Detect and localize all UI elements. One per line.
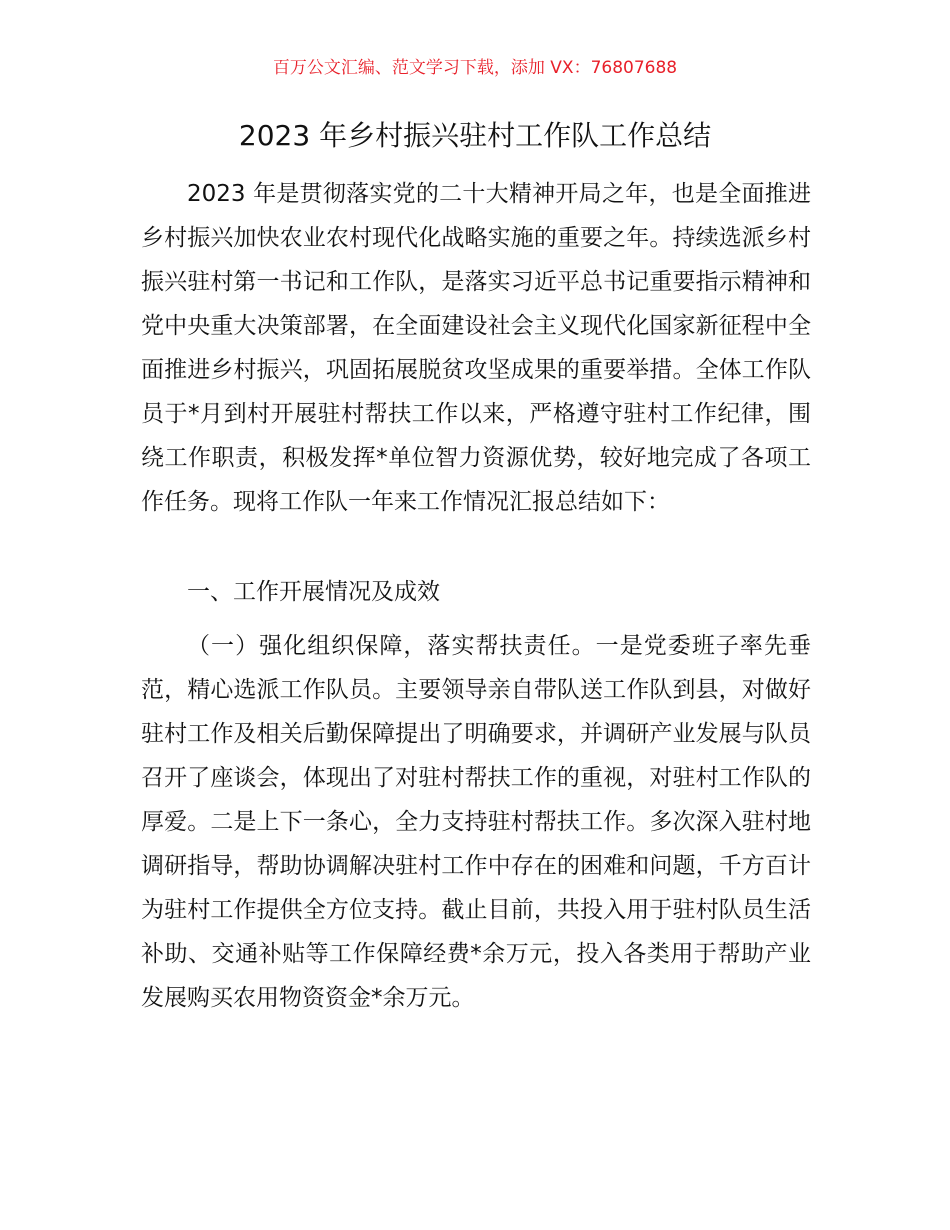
section-heading-text: 一、工作开展情况及成效 [187, 579, 440, 605]
section-heading [141, 570, 811, 614]
paragraph-text: 2023 年是贯彻落实党的二十大精神开局之年，也是全面推进乡村振兴加快农业农村现代化战略实施的重要之年。持续选派乡村振兴驻村第一书记和工作队，是落实习近平总书记重要指示精神和党中央重大决策部署，在全面建设社会主义现代化国家新征程中全面推进乡村振兴，巩固拓展脱贫攻坚成果的重要举措。全体工作队员于*月到村开展驻村帮扶工作以来，严格遵守驻村工作纪律，围绕工作职责，积极发挥*单位智力资源优势，较好地完成了各项工作任务。现将工作队一年来工作情况汇报总结如下： [141, 181, 811, 515]
header-banner: 百万公文汇编、范文学习下载，添加 VX：76807688 [272, 58, 678, 78]
paragraph-text: （一）强化组织保障，落实帮扶责任。一是党委班子率先垂范，精心选派工作队员。主要领导亲自带队送工作队到县，对做好驻村工作及相关后勤保障提出了明确要求，并调研产业发展与队员召开了座谈会，体现出了对驻村帮扶工作的重视，对驻村工作队的厚爱。二是上下一条心，全力支持驻村帮扶工作。多次深入驻村地调研指导，帮助协调解决驻村工作中存在的困难和问题，千方百计为驻村工作提供全方位支持。截止目前，共投入用于驻村队员生活补助、交通补贴等工作保障经费*余万元，投入各类用于帮助产业发展购买农用物资资金*余万元。 [141, 633, 811, 1011]
document-title: 2023 年乡村振兴驻村工作队工作总结 [238, 119, 712, 152]
body-paragraph-section-1 [141, 624, 811, 1020]
body-paragraph-intro [141, 172, 811, 524]
